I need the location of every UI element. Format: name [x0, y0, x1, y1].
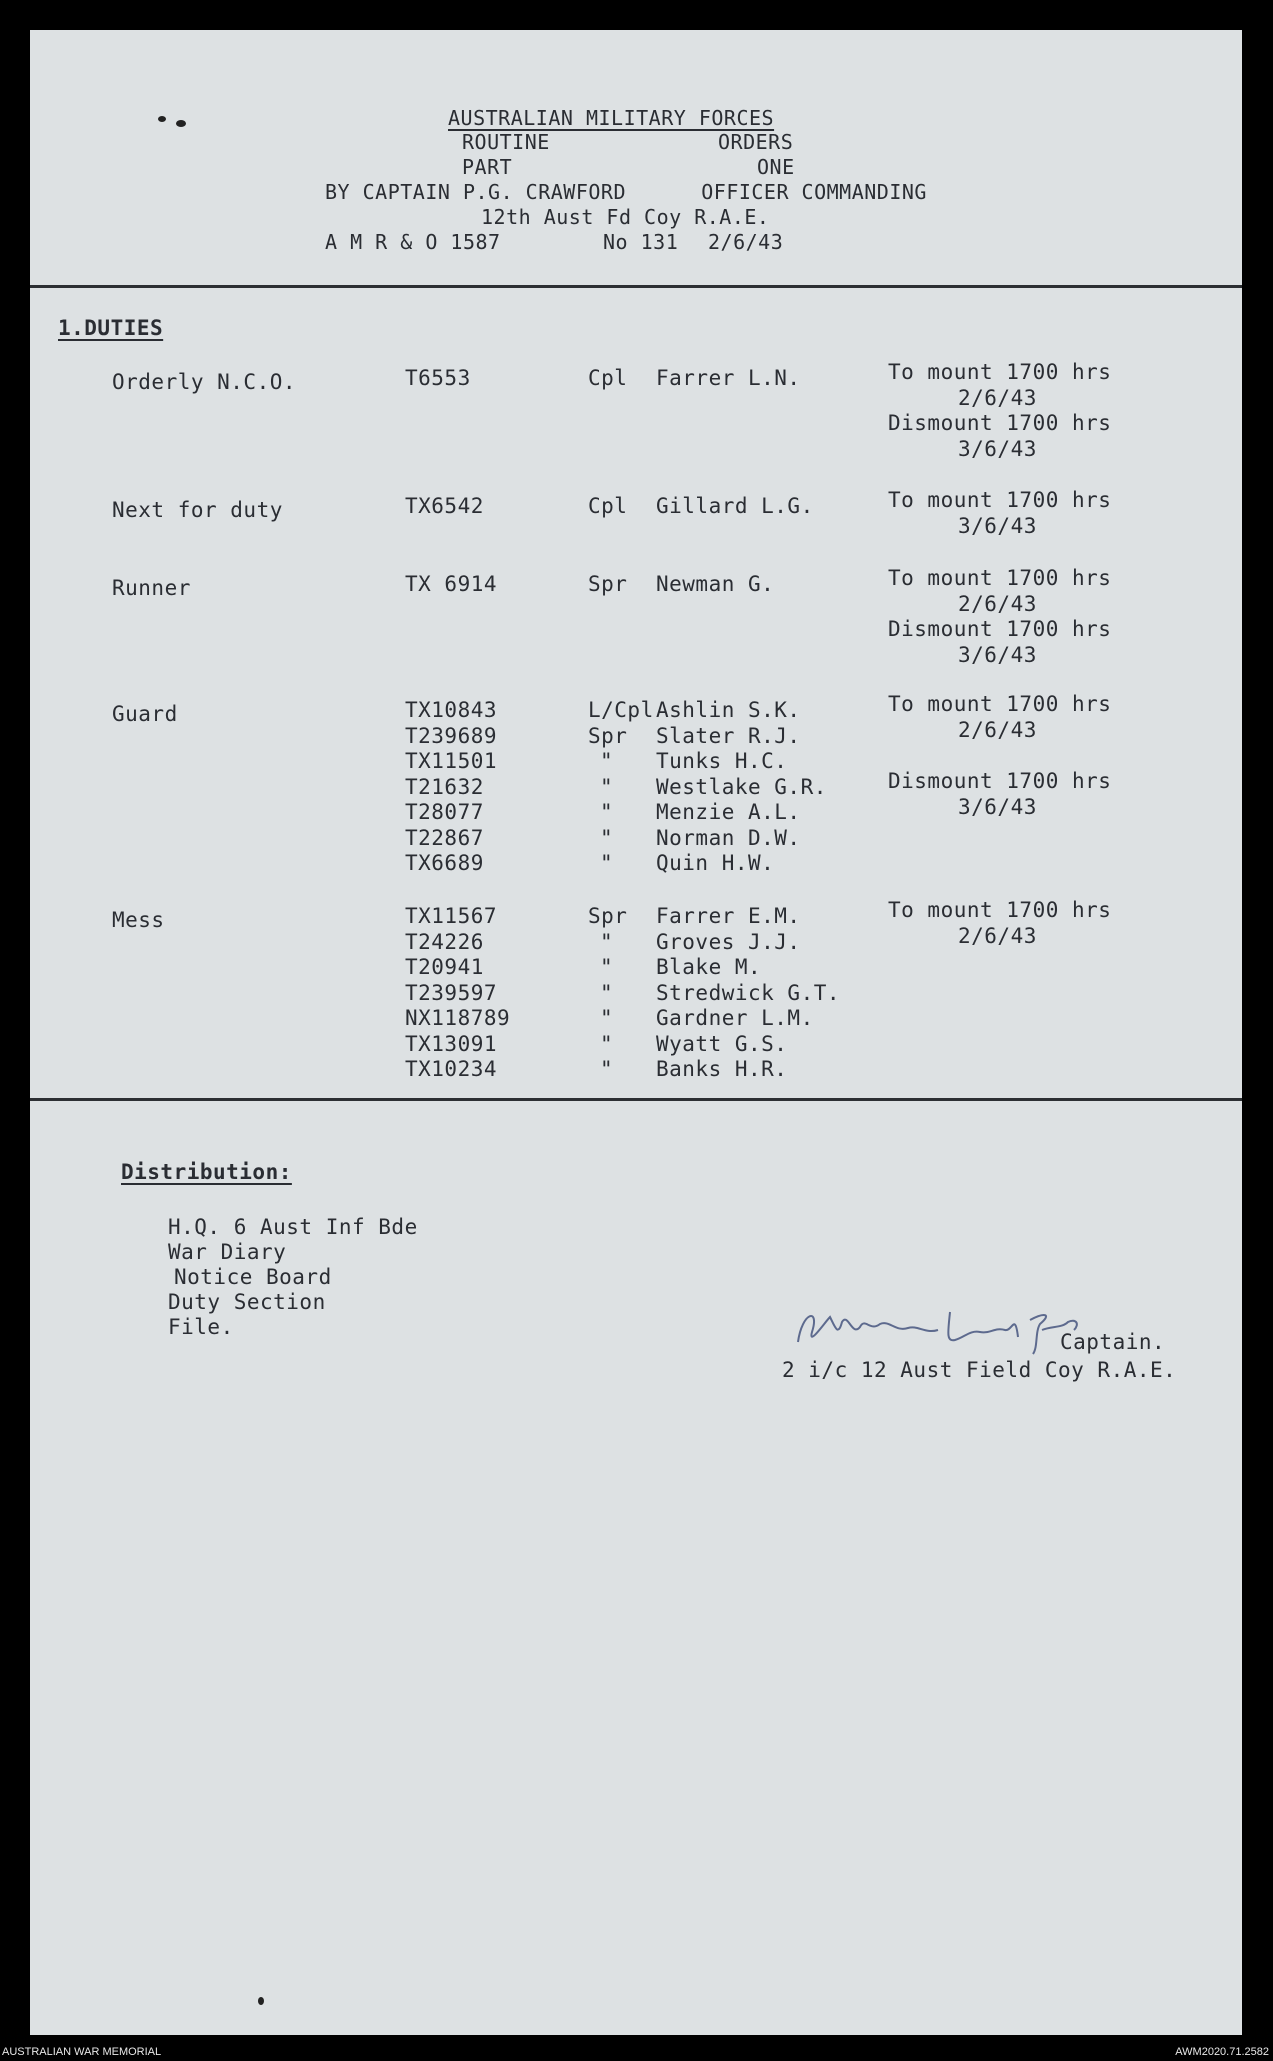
ink-mark	[258, 1997, 264, 2005]
service-number: T239689	[405, 723, 498, 748]
service-number: T6553	[405, 366, 471, 390]
section-title-duties: 1.DUTIES	[58, 316, 164, 340]
document-title: AUSTRALIAN MILITARY FORCES	[448, 106, 775, 130]
service-number: TX10234	[405, 1057, 498, 1081]
service-number: TX10843	[405, 698, 498, 722]
duty-date: 3/6/43	[958, 794, 1037, 819]
divider-top	[30, 285, 1242, 288]
rank: "	[600, 774, 614, 799]
soldier-name: Quin H.W.	[656, 851, 775, 875]
header-order-number: No 131	[603, 230, 679, 254]
ink-mark	[176, 120, 186, 127]
duty-date: 2/6/43	[958, 591, 1037, 616]
distribution-item: Duty Section	[168, 1290, 326, 1314]
rank: Spr	[588, 723, 628, 748]
rank: "	[600, 825, 614, 850]
soldier-name: Wyatt G.S.	[656, 1031, 788, 1056]
service-number: TX11501	[405, 749, 498, 773]
soldier-name: Tunks H.C.	[656, 749, 788, 773]
rank: "	[600, 1006, 614, 1030]
soldier-name: Slater R.J.	[656, 723, 801, 748]
rank: "	[600, 851, 614, 875]
rank: Spr	[588, 572, 628, 596]
duty-time: To mount 1700 hrs	[888, 692, 1112, 716]
duty-date: 2/6/43	[958, 385, 1037, 410]
header-routine: ROUTINE	[462, 130, 550, 154]
duty-label: Runner	[112, 576, 191, 600]
rank: Spr	[588, 904, 628, 928]
soldier-name: Farrer L.N.	[656, 366, 801, 390]
rank: "	[600, 800, 614, 824]
duty-time: To mount 1700 hrs	[888, 566, 1112, 590]
service-number: T24226	[405, 929, 484, 954]
soldier-name: Gillard L.G.	[656, 494, 814, 518]
soldier-name: Farrer E.M.	[656, 904, 801, 928]
soldier-name: Blake M.	[656, 955, 762, 979]
soldier-name: Menzie A.L.	[656, 800, 801, 824]
service-number: NX118789	[405, 1006, 511, 1030]
soldier-name: Gardner L.M.	[656, 1006, 814, 1030]
rank: L/Cpl	[588, 698, 654, 722]
soldier-name: Norman D.W.	[656, 825, 801, 850]
header-orders: ORDERS	[718, 130, 794, 154]
duty-label: Mess	[112, 908, 165, 932]
soldier-name: Ashlin S.K.	[656, 698, 801, 722]
service-number: TX6542	[405, 494, 484, 518]
duty-label: Next for duty	[112, 498, 283, 522]
rank: "	[600, 980, 614, 1005]
distribution-title: Distribution:	[121, 1160, 292, 1184]
distribution-item: Notice Board	[174, 1265, 332, 1289]
duty-time: To mount 1700 hrs	[888, 488, 1112, 512]
duty-time: Dismount 1700 hrs	[888, 617, 1112, 641]
rank: "	[600, 1031, 614, 1056]
service-number: T28077	[405, 800, 484, 824]
rank: Cpl	[588, 494, 628, 518]
header-part: PART	[462, 155, 513, 179]
duty-label: Guard	[112, 702, 178, 726]
soldier-name: Groves J.J.	[656, 929, 801, 954]
service-number: T20941	[405, 955, 484, 979]
service-number: TX 6914	[405, 572, 498, 596]
duty-date: 3/6/43	[958, 436, 1037, 461]
soldier-name: Banks H.R.	[656, 1057, 788, 1081]
soldier-name: Newman G.	[656, 572, 775, 596]
distribution-item: H.Q. 6 Aust Inf Bde	[168, 1215, 418, 1239]
service-number: T21632	[405, 774, 484, 799]
service-number: TX6689	[405, 851, 484, 875]
duty-time: To mount 1700 hrs	[888, 360, 1112, 384]
soldier-name: Stredwick G.T.	[656, 980, 841, 1005]
service-number: T239597	[405, 980, 498, 1005]
duty-date: 3/6/43	[958, 642, 1037, 667]
duty-time: To mount 1700 hrs	[888, 898, 1112, 922]
header-reference: A M R & O 1587	[325, 230, 501, 254]
duty-date: 2/6/43	[958, 717, 1037, 742]
divider-bottom	[30, 1098, 1242, 1101]
header-issuer: BY CAPTAIN P.G. CRAWFORD OFFICER COMMANDING	[325, 180, 927, 204]
duty-time: Dismount 1700 hrs	[888, 769, 1112, 793]
duty-date: 3/6/43	[958, 513, 1037, 538]
ink-mark	[158, 116, 166, 122]
duty-date: 2/6/43	[958, 923, 1037, 948]
rank: "	[600, 929, 614, 954]
footer-accession: AWM2020.71.2582	[1175, 2046, 1269, 2058]
distribution-item: War Diary	[168, 1240, 287, 1264]
header-one: ONE	[757, 155, 795, 179]
header-date: 2/6/43	[708, 230, 784, 254]
rank: "	[600, 1057, 614, 1081]
soldier-name: Westlake G.R.	[656, 774, 827, 799]
duty-time: Dismount 1700 hrs	[888, 411, 1112, 435]
service-number: TX11567	[405, 904, 498, 928]
service-number: T22867	[405, 825, 484, 850]
footer-source: AUSTRALIAN WAR MEMORIAL	[2, 2046, 162, 2058]
signature-unit: 2 i/c 12 Aust Field Coy R.A.E.	[782, 1358, 1177, 1382]
rank: "	[600, 749, 614, 773]
service-number: TX13091	[405, 1031, 498, 1056]
rank: "	[600, 955, 614, 979]
document-page	[30, 30, 1242, 2035]
duty-label: Orderly N.C.O.	[112, 370, 297, 394]
header-unit: 12th Aust Fd Coy R.A.E.	[481, 205, 770, 229]
rank: Cpl	[588, 366, 628, 390]
distribution-item: File.	[168, 1315, 234, 1339]
signature-title: Captain.	[1060, 1330, 1166, 1354]
